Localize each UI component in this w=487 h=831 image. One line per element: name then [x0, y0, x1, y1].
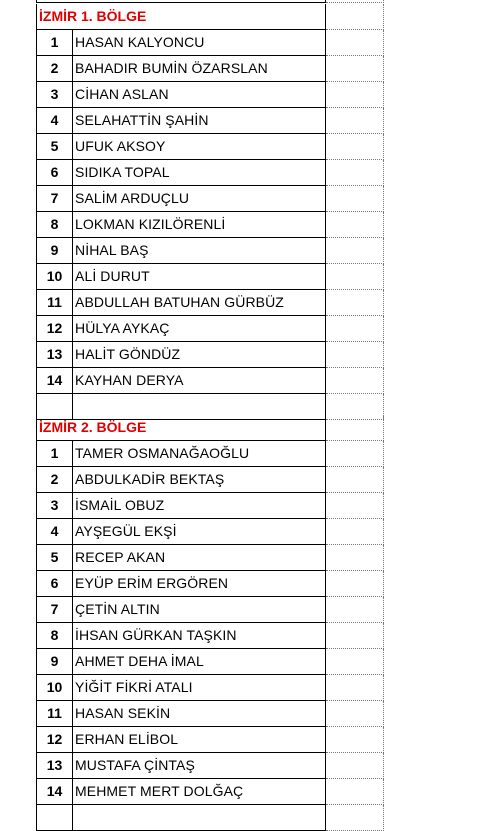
empty-cell[interactable] [326, 597, 384, 623]
empty-cell[interactable] [326, 675, 384, 701]
row-number-cell[interactable]: 3 [36, 82, 73, 108]
candidate-name-cell[interactable]: AYŞEGÜL EKŞİ [73, 519, 326, 545]
row-number-cell[interactable]: 14 [36, 779, 73, 805]
empty-cell[interactable] [326, 160, 384, 186]
table-row [36, 30, 384, 56]
row-number-cell[interactable]: 7 [36, 597, 73, 623]
candidate-name-cell[interactable]: MUSTAFA ÇİNTAŞ [73, 753, 326, 779]
table-row [36, 186, 384, 212]
table-row [36, 441, 384, 467]
table-row [36, 519, 384, 545]
row-number-cell[interactable]: 4 [36, 519, 73, 545]
table-row [36, 675, 384, 701]
row-number-cell[interactable]: 11 [36, 701, 73, 727]
candidate-name-cell[interactable]: ÇETİN ALTIN [73, 597, 326, 623]
empty-cell[interactable] [326, 571, 384, 597]
table-row [36, 238, 384, 264]
row-number-cell[interactable]: 5 [36, 134, 73, 160]
table-row-top-partial [36, 0, 384, 3]
empty-cell[interactable] [326, 623, 384, 649]
table-row [36, 342, 384, 368]
empty-cell[interactable] [326, 0, 384, 3]
row-number-cell[interactable]: 8 [36, 623, 73, 649]
candidate-name-cell[interactable]: HASAN KALYONCU [73, 30, 326, 56]
row-number-cell[interactable]: 10 [36, 264, 73, 290]
row-number-cell[interactable]: 9 [36, 238, 73, 264]
empty-cell[interactable] [326, 342, 384, 368]
table-row [36, 597, 384, 623]
table-row [36, 753, 384, 779]
empty-cell[interactable] [326, 30, 384, 56]
candidate-name-cell[interactable]: UFUK AKSOY [73, 134, 326, 160]
candidate-name-cell[interactable]: HASAN SEKİN [73, 701, 326, 727]
empty-cell[interactable] [326, 467, 384, 493]
row-number-cell[interactable]: 12 [36, 316, 73, 342]
candidate-name-cell[interactable]: MEHMET MERT DOLĞAÇ [73, 779, 326, 805]
row-number-cell[interactable]: 7 [36, 186, 73, 212]
row-number-cell[interactable]: 10 [36, 675, 73, 701]
empty-cell[interactable] [326, 108, 384, 134]
empty-cell[interactable] [326, 82, 384, 108]
table-row [36, 160, 384, 186]
candidate-name-cell[interactable]: TAMER OSMANAĞAOĞLU [73, 441, 326, 467]
table-row [36, 82, 384, 108]
empty-cell[interactable] [326, 238, 384, 264]
table-row [36, 316, 384, 342]
table-row [36, 368, 384, 394]
table-row [36, 56, 384, 82]
table-row [36, 212, 384, 238]
section-title[interactable]: İZMİR 1. BÖLGE [36, 4, 326, 30]
candidate-name-cell[interactable]: SELAHATTİN ŞAHİN [73, 108, 326, 134]
empty-cell[interactable] [326, 212, 384, 238]
empty-cell[interactable] [326, 134, 384, 160]
table-row [36, 701, 384, 727]
empty-cell[interactable] [326, 779, 384, 805]
empty-cell[interactable] [326, 441, 384, 467]
candidate-name-cell[interactable]: HÜLYA AYKAÇ [73, 316, 326, 342]
row-number-cell[interactable]: 11 [36, 290, 73, 316]
candidate-name-cell[interactable]: ERHAN ELİBOL [73, 727, 326, 753]
empty-cell[interactable] [326, 701, 384, 727]
empty-cell[interactable] [326, 805, 384, 831]
empty-cell[interactable] [326, 316, 384, 342]
candidate-name-cell[interactable]: NİHAL BAŞ [73, 238, 326, 264]
row-number-cell[interactable]: 4 [36, 108, 73, 134]
candidate-name-cell[interactable]: ABDULKADİR BEKTAŞ [73, 467, 326, 493]
row-number-cell[interactable]: 8 [36, 212, 73, 238]
table-row [36, 493, 384, 519]
empty-cell[interactable] [326, 56, 384, 82]
blank-row [36, 805, 384, 831]
candidate-name-cell[interactable]: SIDIKA TOPAL [73, 160, 326, 186]
row-number-cell[interactable]: 12 [36, 727, 73, 753]
section-title[interactable]: İZMİR 2. BÖLGE [36, 415, 326, 441]
table-row [36, 108, 384, 134]
empty-cell[interactable] [326, 727, 384, 753]
table-row [36, 727, 384, 753]
candidate-name-cell[interactable]: HALİT GÖNDÜZ [73, 342, 326, 368]
empty-cell[interactable] [36, 805, 73, 831]
empty-cell[interactable] [326, 415, 384, 441]
section-header-row [36, 415, 384, 441]
candidate-name-cell[interactable]: KAYHAN DERYA [73, 368, 326, 394]
row-number-cell[interactable]: 1 [36, 30, 73, 56]
empty-cell[interactable] [326, 368, 384, 394]
row-number-cell[interactable]: 2 [36, 467, 73, 493]
empty-cell[interactable] [326, 545, 384, 571]
row-number-cell[interactable]: 6 [36, 160, 73, 186]
table-row [36, 545, 384, 571]
empty-cell[interactable] [326, 493, 384, 519]
row-number-cell[interactable]: 13 [36, 753, 73, 779]
candidate-name-cell[interactable]: CİHAN ASLAN [73, 82, 326, 108]
table-row [36, 571, 384, 597]
table-row [36, 623, 384, 649]
candidate-name-cell[interactable]: ALİ DURUT [73, 264, 326, 290]
empty-cell[interactable] [326, 753, 384, 779]
candidate-name-cell[interactable]: LOKMAN KIZILÖRENLİ [73, 212, 326, 238]
candidate-name-cell[interactable]: BAHADIR BUMİN ÖZARSLAN [73, 56, 326, 82]
candidate-name-cell[interactable]: İSMAİL OBUZ [73, 493, 326, 519]
row-number-cell[interactable]: 6 [36, 571, 73, 597]
empty-cell[interactable] [326, 290, 384, 316]
table-row [36, 467, 384, 493]
candidate-name-cell[interactable]: İHSAN GÜRKAN TAŞKIN [73, 623, 326, 649]
candidate-name-cell[interactable]: EYÜP ERİM ERGÖREN [73, 571, 326, 597]
empty-cell[interactable] [326, 519, 384, 545]
section-header-row [36, 4, 384, 30]
table-row [36, 134, 384, 160]
row-number-cell[interactable]: 13 [36, 342, 73, 368]
candidate-name-cell[interactable]: RECEP AKAN [73, 545, 326, 571]
candidate-name-cell[interactable]: SALİM ARDUÇLU [73, 186, 326, 212]
empty-cell[interactable] [326, 264, 384, 290]
row-number-cell[interactable]: 14 [36, 368, 73, 394]
table-row [36, 779, 384, 805]
empty-cell[interactable] [326, 186, 384, 212]
row-number-cell[interactable]: 2 [36, 56, 73, 82]
row-number-cell[interactable]: 1 [36, 441, 73, 467]
table-row [36, 264, 384, 290]
row-number-cell[interactable]: 5 [36, 545, 73, 571]
table-row [36, 649, 384, 675]
empty-cell[interactable] [73, 805, 326, 831]
candidate-name-cell[interactable]: AHMET DEHA İMAL [73, 649, 326, 675]
row-number-cell[interactable]: 9 [36, 649, 73, 675]
empty-cell[interactable] [326, 649, 384, 675]
empty-cell[interactable] [36, 0, 326, 3]
row-number-cell[interactable]: 3 [36, 493, 73, 519]
candidate-name-cell[interactable]: ABDULLAH BATUHAN GÜRBÜZ [73, 290, 326, 316]
candidate-name-cell[interactable]: YİĞİT FİKRİ ATALI [73, 675, 326, 701]
table-row [36, 290, 384, 316]
empty-cell[interactable] [326, 4, 384, 30]
